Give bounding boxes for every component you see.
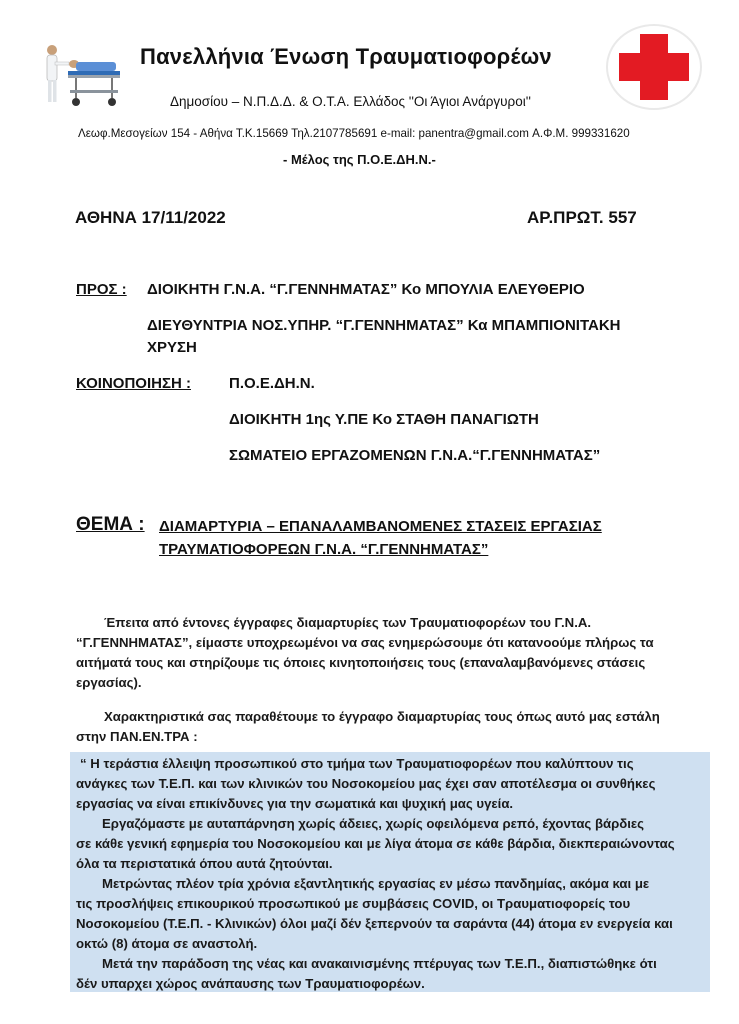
quote-line: σε κάθε γενική εφημερία του Νοσοκομείου και με λίγα άτομα σε κάθε βάρδια, διεκπεραιώνοντας — [76, 836, 675, 851]
to-line: ΧΡΥΣΗ — [147, 339, 197, 356]
paragraph-line: Χαρακτηριστικά σας παραθέτουμε το έγγραφο διαμαρτυρίας τους όπως αυτό μας εστάλη — [104, 709, 660, 724]
cc-line: ΔΙΟΙΚΗΤΗ 1ης Υ.ΠΕ Κο ΣΤΑΘΗ ΠΑΝΑΓΙΩΤΗ — [229, 411, 539, 428]
quote-line: “ Η τεράστια έλλειψη προσωπικού στο τμήμα των Τραυματιοφορέων που καλύπτουν τις — [80, 756, 634, 771]
cc-label: ΚΟΙΝΟΠΟΙΗΣΗ : — [76, 375, 191, 392]
subject-line: ΤΡΑΥΜΑΤΙΟΦΟΡΕΩΝ Γ.Ν.Α. “Γ.ΓΕΝΝΗΜΑΤΑΣ” — [159, 541, 489, 558]
paragraph-line: Έπειτα από έντονες έγγραφες διαμαρτυρίες των Τραυματιοφορέων του Γ.Ν.Α. — [104, 615, 592, 630]
to-line: ΔΙΟΙΚΗΤΗ Γ.Ν.Α. “Γ.ΓΕΝΝΗΜΑΤΑΣ” Κο ΜΠΟΥΛΙΑ ΕΛΕΥΘΕΡΙΟ — [147, 281, 585, 298]
organization-subtitle: Δημοσίου – Ν.Π.Δ.Δ. & Ο.Τ.Α. Ελλάδος ''Οι Άγιοι Ανάργυροι'' — [170, 94, 531, 109]
document-date: ΑΘΗΝΑ 17/11/2022 — [75, 208, 226, 227]
subject-line: ΔΙΑΜΑΡΤΥΡΙΑ – ΕΠΑΝΑΛΑΜΒΑΝΟΜΕΝΕΣ ΣΤΑΣΕΙΣ ΕΡΓΑΣΙΑΣ — [159, 518, 602, 535]
membership-line: - Μέλος της Π.Ο.Ε.ΔΗ.Ν.- — [283, 152, 436, 167]
quote-line: εργασίας να είναι επικίνδυνες για την σωματικά και ψυχική μας υγεία. — [76, 796, 514, 811]
organization-address: Λεωφ.Μεσογείων 154 - Αθήνα Τ.Κ.15669 Τηλ.2107785691 e-mail: panentra@gmail.com Α.Φ.Μ. 999331620 — [78, 127, 630, 140]
quote-line: δέν υπαρχει χώρος ανάπαυσης των Τραυματιοφορέων. — [76, 976, 425, 991]
paragraph-line: εργασίας). — [76, 675, 142, 690]
paragraph-line: “Γ.ΓΕΝΝΗΜΑΤΑΣ”, είμαστε υποχρεωμένοι να σας ενημερώσουμε ότι κατανοούμε πλήρως τα — [76, 635, 654, 650]
protocol-number: ΑΡ.ΠΡΩΤ. 557 — [527, 208, 637, 227]
quoted-letter — [70, 752, 710, 992]
to-line: ΔΙΕΥΘΥΝΤΡΙΑ ΝΟΣ.ΥΠΗΡ. “Γ.ΓΕΝΝΗΜΑΤΑΣ” Κα ΜΠΑΜΠΙΟΝΙΤΑΚΗ — [147, 317, 621, 334]
quote-line: όλα τα περιστατικά όπου αυτά ζητούνται. — [76, 856, 333, 871]
organization-name: Πανελλήνια Ένωση Τραυματιοφορέων — [140, 44, 552, 69]
cc-line: ΣΩΜΑΤΕΙΟ ΕΡΓΑΖΟΜΕΝΩΝ Γ.Ν.Α.“Γ.ΓΕΝΝΗΜΑΤΑΣ” — [229, 447, 601, 464]
quote-line: οκτώ (8) άτομα σε αναστολή. — [76, 936, 258, 951]
cc-line: Π.Ο.Ε.ΔΗ.Ν. — [229, 375, 315, 392]
paragraph-line: στην ΠΑΝ.ΕΝ.ΤΡΑ : — [76, 729, 198, 744]
paragraph-line: αιτήματά τους και στηρίζουμε τις όποιες κινητοποιήσεις τους (επαναλαμβανόμενες στάσεις — [76, 655, 646, 670]
quote-line: Νοσοκομείου (Τ.Ε.Π. - Κλινικών) όλοι μαζί δέν ξεπερνούν τα σαράντα (44) άτομα εν ενεργεία και — [76, 916, 673, 931]
quote-line: Μετρώντας πλέον τρία χρόνια εξαντλητικής εργασίας εν μέσω πανδημίας, ακόμα και με — [102, 876, 650, 891]
quote-line: τις προσλήψεις επικουρικού προσωπικού με συμβάσεις COVID, οι Τραυματιοφορείς του — [76, 896, 631, 911]
to-label: ΠΡΟΣ : — [76, 281, 127, 298]
quote-line: ανάγκες των Τ.Ε.Π. και των κλινικών του Νοσοκομείου μας έχει σαν αποτέλεσμα οι συνθήκες — [76, 776, 656, 791]
red-cross-logo-icon — [604, 22, 704, 112]
quote-line: Μετά την παράδοση της νέας και ανακαινισμένης πτέρυγας των Τ.Ε.Π., διαπιστώθηκε ότι — [102, 956, 657, 971]
quote-line: Εργαζόμαστε με αυταπάρνηση χωρίς άδειες, χωρίς οφειλόμενα ρεπό, έχοντας βάρδιες — [102, 816, 645, 831]
stretcher-bearer-logo-icon — [40, 42, 122, 112]
subject-label: ΘΕΜΑ : — [76, 514, 145, 535]
